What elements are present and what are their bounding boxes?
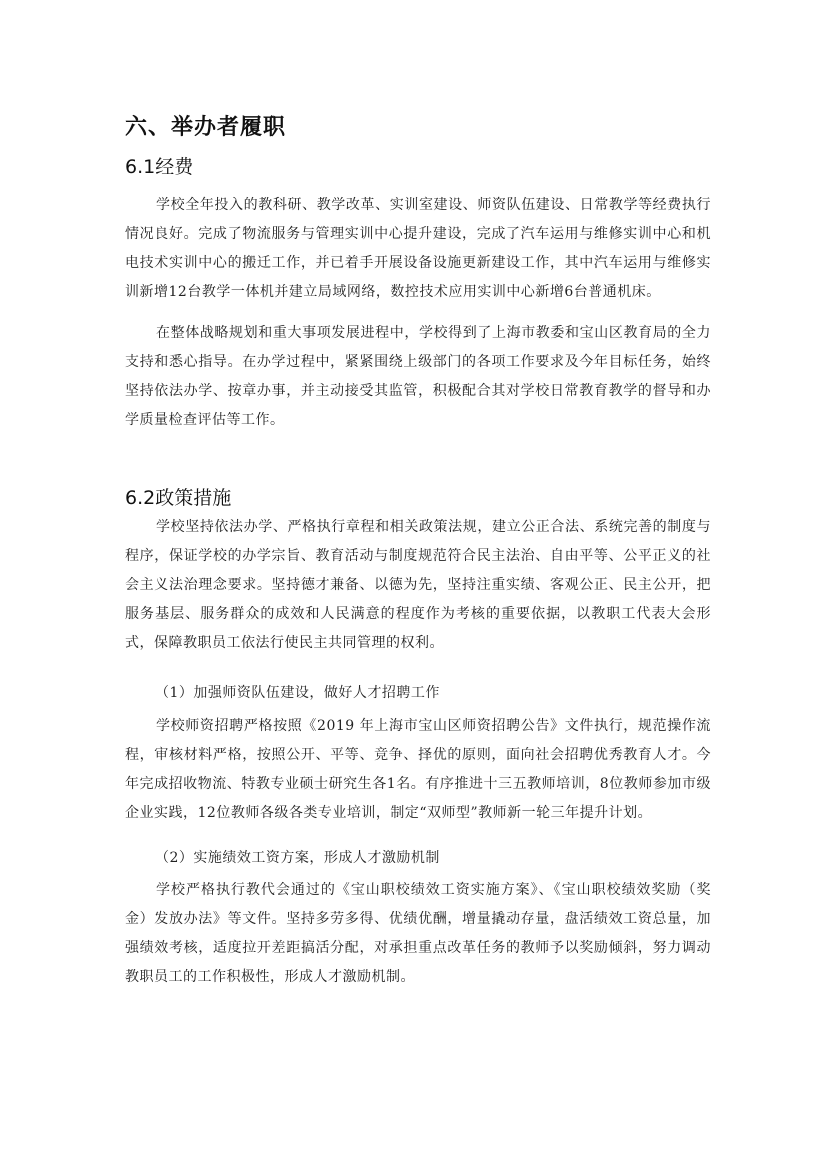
policy-heading: 6.2政策措施 bbox=[125, 487, 232, 509]
policy-intro-paragraph: 学校坚持依法办学、严格执行章程和相关政策法规，建立公正合法、系统完善的制度与程序，保证学校的办学宗旨、教育活动与制度规范符合民主法治、自由平等、公平正义的社会主义法治理念要求。坚持德才兼备、以德为先，坚持注重实绩、客观公正、民主公开，把服务基层、服务群众的成效和人民满意的程度作为考核的重要依据，以教职工代表大会形式，保障教职员工依法行使民主共同管理的权利。 bbox=[125, 519, 711, 651]
policy-item1-paragraph: 学校师资招聘严格按照《2019 年上海市宝山区师资招聘公告》文件执行，规范操作流程，审核材料严格，按照公开、平等、竞争、择优的原则，面向社会招聘优秀教育人才。今年完成招收物流、特教专业硕士研究生各1名。有序推进十三五教师培训，8位教师参加市级企业实践，12位教师各级各类专业培训，制定“双师型”教师新一轮三年提升计划。 bbox=[125, 718, 711, 821]
policy-item2-title: （2）实施绩效工资方案，形成人才激励机制 bbox=[155, 850, 440, 866]
section-title: 六、举办者履职 bbox=[125, 115, 287, 140]
funds-paragraph-2: 在整体战略规划和重大事项发展进程中，学校得到了上海市教委和宝山区教育局的全力支持和悉心指导。在办学过程中，紧紧围绕上级部门的各项工作要求及今年目标任务，始终坚持依法办学、按章办事，并主动接受其监管，积极配合其对学校日常教育教学的督导和办学质量检查评估等工作。 bbox=[125, 325, 711, 428]
funds-heading: 6.1经费 bbox=[125, 156, 194, 178]
policy-item2-paragraph: 学校严格执行教代会通过的《宝山职校绩效工资实施方案》、《宝山职校绩效奖励（奖金）发放办法》等文件。坚持多劳多得、优绩优酬，增量撬动存量，盘活绩效工资总量，加强绩效考核，适度拉开差距搞活分配，对承担重点改革任务的教师予以奖励倾斜，努力调动教职员工的工作积极性，形成人才激励机制。 bbox=[125, 882, 711, 985]
funds-paragraph-1: 学校全年投入的教科研、教学改革、实训室建设、师资队伍建设、日常教学等经费执行情况良好。完成了物流服务与管理实训中心提升建设，完成了汽车运用与维修实训中心和机电技术实训中心的搬迁工作，并已着手开展设备设施更新建设工作，其中汽车运用与维修实训新增12台教学一体机并建立局域网络，数控技术应用实训中心新增6台普通机床。 bbox=[125, 197, 711, 300]
policy-item1-title: （1）加强师资队伍建设，做好人才招聘工作 bbox=[155, 685, 440, 701]
